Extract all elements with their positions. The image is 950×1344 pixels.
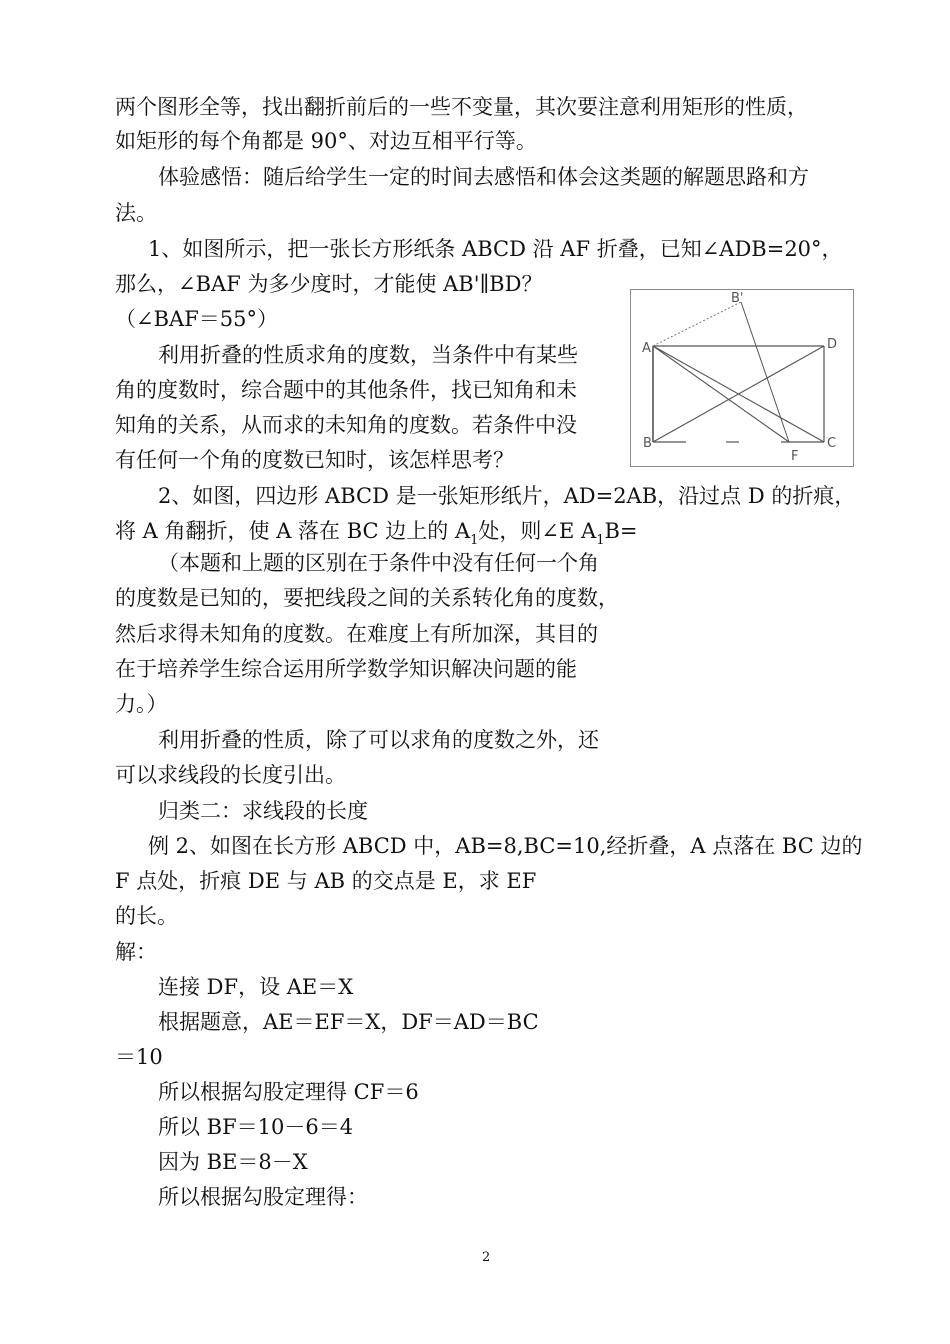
text-line: 利用折叠的性质，除了可以求角的度数之外，还 [158, 728, 599, 752]
answer-line: （∠BAF＝55°） [115, 307, 278, 331]
text-line: 体验感悟：随后给学生一定的时间去感悟和体会这类题的解题思路和方 [158, 165, 809, 189]
line-af [653, 346, 789, 442]
label-c: C [827, 436, 837, 451]
text-line: 法。 [115, 201, 157, 225]
text-line: 两个图形全等，找出翻折前后的一些不变量，其次要注意利用矩形的性质， [115, 95, 808, 119]
text-line-a1 [115, 517, 638, 549]
line-b-prime-f [741, 302, 789, 442]
text-line: 有任何一个角的度数已知时，该怎样思考？ [115, 448, 514, 472]
text-line: 利用折叠的性质求角的度数，当条件中有某些 [158, 343, 578, 367]
text-line: 然后求得未知角的度数。在难度上有所加深，其目的 [115, 622, 598, 646]
solution-label: 解： [115, 940, 157, 964]
text-line: 因为 BE＝8－X [158, 1150, 308, 1174]
text-line: （本题和上题的区别在于条件中没有任何一个角 [158, 551, 599, 575]
text-line: 在于培养学生综合运用所学数学知识解决问题的能 [115, 657, 577, 681]
text-line: 2、如图，四边形 ABCD 是一张矩形纸片，AD=2AB，沿过点 D 的折痕， [158, 484, 856, 508]
text-line: 所以根据勾股定理得 CF＝6 [158, 1080, 419, 1104]
text-line: ＝10 [115, 1045, 163, 1069]
text-line: 所以 BF＝10－6＝4 [158, 1115, 354, 1139]
text-segment: B= [604, 519, 638, 543]
text-segment: 将 A 角翻折，使 A 落在 BC 边上的 A [115, 519, 471, 543]
text-line: F 点处，折痕 DE 与 AB 的交点是 E，求 EF [115, 869, 537, 893]
subscript: 1 [470, 533, 479, 548]
page-number: 2 [482, 1250, 491, 1265]
section-heading: 归类二：求线段的长度 [158, 799, 368, 823]
line-ab-prime [653, 302, 741, 346]
text-line: 如矩形的每个角都是 90°、对边互相平行等。 [115, 129, 537, 153]
text-line: 1、如图所示，把一张长方形纸条 ABCD 沿 AF 折叠，已知∠ADB=20°， [148, 237, 843, 261]
text-line: 的长。 [115, 904, 178, 928]
text-line: 力。） [115, 692, 168, 716]
label-b: B [643, 436, 652, 451]
label-f: F [791, 449, 799, 464]
text-line: 的度数是已知的，要把线段之间的关系转化角的度数， [115, 586, 619, 610]
text-line: 角的度数时，综合题中的其他条件，找已知角和未 [115, 378, 577, 402]
text-line: 知角的关系，从而求的未知角的度数。若条件中没 [115, 413, 577, 437]
label-b-prime: B' [731, 291, 744, 306]
fold-rectangle-figure [630, 289, 854, 467]
label-d: D [827, 337, 838, 352]
text-segment: 处，则∠E A [478, 519, 597, 543]
subscript: 1 [596, 533, 605, 548]
text-line: 可以求线段的长度引出。 [115, 763, 346, 787]
text-line: 那么，∠BAF 为多少度时，才能使 AB'∥BD？ [115, 272, 543, 296]
text-line: 所以根据勾股定理得： [158, 1185, 368, 1209]
text-line: 连接 DF，设 AE＝X [158, 975, 354, 999]
label-a: A [642, 341, 651, 356]
text-line: 根据题意，AE＝EF＝X，DF＝AD＝BC [158, 1010, 539, 1034]
text-line: 例 2、如图在长方形 ABCD 中，AB=8,BC=10,经折叠，A 点落在 BC 边的 [148, 834, 863, 858]
